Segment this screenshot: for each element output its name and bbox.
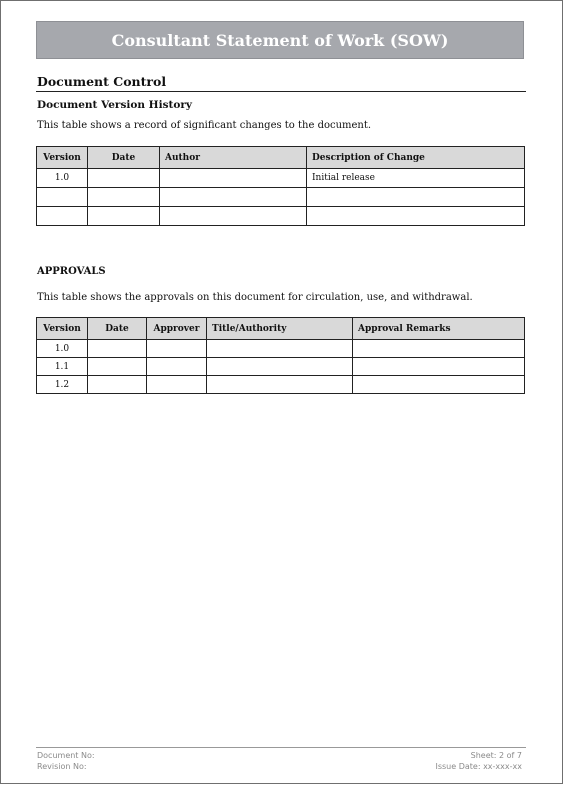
column-header-approver: Approver xyxy=(147,318,207,340)
table-cell[interactable] xyxy=(147,376,207,394)
table-cell[interactable] xyxy=(307,188,525,207)
footer-revision-no: Revision No: xyxy=(37,762,87,771)
table-row xyxy=(37,358,525,376)
column-header-version: Version xyxy=(37,147,88,169)
table-cell[interactable] xyxy=(353,340,525,358)
table-cell[interactable] xyxy=(147,358,207,376)
approvals-heading: APPROVALS xyxy=(37,266,106,277)
table-row xyxy=(37,207,525,226)
approvals-table xyxy=(36,317,525,394)
table-cell[interactable] xyxy=(88,188,160,207)
section-divider xyxy=(36,91,526,92)
table-row xyxy=(37,376,525,394)
table-cell[interactable]: 1.1 xyxy=(37,358,88,376)
table-cell[interactable]: 1.0 xyxy=(37,169,88,188)
table-cell[interactable] xyxy=(37,207,88,226)
footer-issue-date: Issue Date: xx-xxx-xx xyxy=(435,762,522,771)
approvals-description: This table shows the approvals on this document for circulation, use, and withdrawal. xyxy=(37,292,473,303)
column-header-date: Date xyxy=(88,318,147,340)
document-title-banner: Consultant Statement of Work (SOW) xyxy=(36,21,524,59)
table-row xyxy=(37,340,525,358)
version-history-heading: Document Version History xyxy=(37,99,192,111)
table-cell[interactable] xyxy=(207,340,353,358)
table-cell[interactable] xyxy=(307,207,525,226)
table-cell[interactable] xyxy=(353,358,525,376)
table-cell[interactable] xyxy=(353,376,525,394)
table-cell[interactable] xyxy=(207,376,353,394)
table-header-row xyxy=(37,318,525,340)
table-cell[interactable] xyxy=(207,358,353,376)
table-row xyxy=(37,188,525,207)
table-cell[interactable] xyxy=(160,188,307,207)
footer-sheet-number: Sheet: 2 of 7 xyxy=(470,751,522,760)
column-header-author: Author xyxy=(160,147,307,169)
version-history-table xyxy=(36,146,525,226)
table-cell[interactable]: 1.0 xyxy=(37,340,88,358)
column-header-approval-remarks: Approval Remarks xyxy=(353,318,525,340)
column-header-description: Description of Change xyxy=(307,147,525,169)
column-header-title-authority: Title/Authority xyxy=(207,318,353,340)
footer-divider xyxy=(36,747,526,748)
table-cell[interactable] xyxy=(37,188,88,207)
table-cell[interactable] xyxy=(88,358,147,376)
column-header-date: Date xyxy=(88,147,160,169)
table-row xyxy=(37,169,525,188)
table-cell[interactable] xyxy=(88,340,147,358)
footer-document-no: Document No: xyxy=(37,751,95,760)
table-cell[interactable] xyxy=(88,207,160,226)
table-cell[interactable] xyxy=(160,169,307,188)
table-header-row xyxy=(37,147,525,169)
table-cell[interactable] xyxy=(88,376,147,394)
section-title: Document Control xyxy=(37,74,167,89)
table-cell[interactable] xyxy=(88,169,160,188)
version-history-description: This table shows a record of significant changes to the document. xyxy=(37,120,372,131)
table-cell[interactable] xyxy=(147,340,207,358)
column-header-version: Version xyxy=(37,318,88,340)
table-cell[interactable]: 1.2 xyxy=(37,376,88,394)
table-cell[interactable]: Initial release xyxy=(307,169,525,188)
table-cell[interactable] xyxy=(160,207,307,226)
